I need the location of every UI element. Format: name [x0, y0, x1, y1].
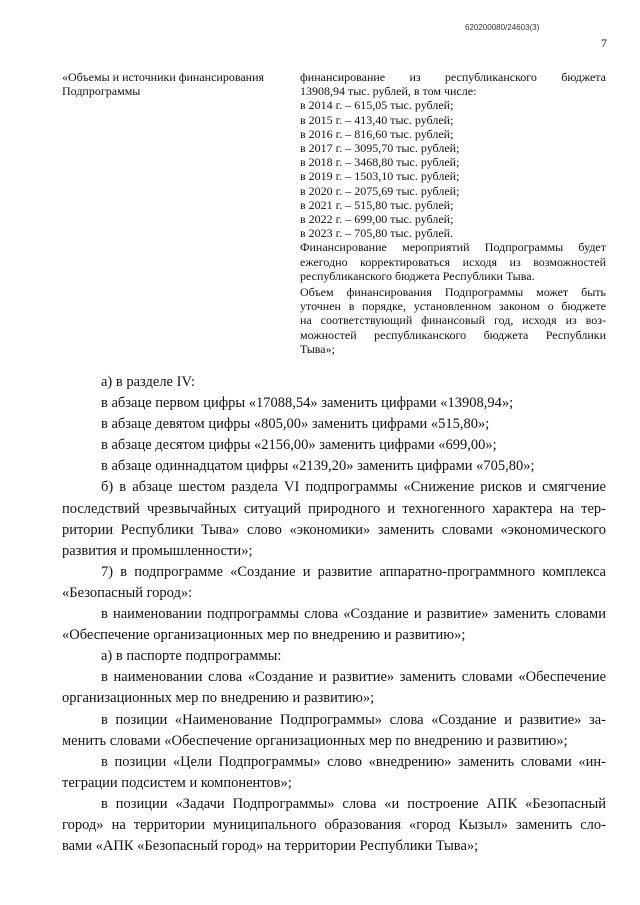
amendment-text: [62, 372, 606, 857]
financing-year-line: в 2019 г. – 1503,10 тыс. рублей;: [300, 169, 460, 184]
text-line: в позиции «Цели Подпрограммы» слово «внедрению» заменить словами «ин-: [101, 753, 606, 770]
text-line: б) в абзаце шестом раздела VI подпрограммы «Снижение рисков и смягчение: [101, 479, 606, 496]
financing-year-line: в 2017 г. – 3095,70 тыс. рублей;: [300, 141, 460, 156]
table-right-cell: [300, 70, 606, 356]
financing-note-line: уточнен в порядке, установленном законом о бюджете: [300, 299, 606, 314]
text-line: «Безопасный город»:: [62, 584, 193, 601]
financing-note-line: республиканского бюджета Республики Тыва.: [300, 268, 535, 283]
financing-note-line: Объем финансирования Подпрограммы может быть: [300, 285, 606, 300]
text-line: в абзаце девятом цифры «805,00» заменить цифрами «515,80»;: [101, 416, 490, 433]
text-line: в абзаце десятом цифры «2156,00» заменить цифрами «699,00»;: [101, 437, 497, 454]
text-line: теграции подсистем и компонентов»;: [62, 774, 292, 791]
text-line: организационных мер по внедрению и развитию»;: [62, 690, 375, 707]
text-line: а) в паспорте подпрограммы:: [101, 648, 282, 665]
financing-note-line: Финансирование мероприятий Подпрограммы будет: [300, 240, 606, 255]
financing-line: финансирование из республиканского бюджета: [300, 70, 606, 84]
financing-year-line: в 2023 г. – 705,80 тыс. рублей.: [300, 226, 454, 241]
text-line: вами «АПК «Безопасный город» на территории Республики Тыва»;: [62, 838, 479, 855]
financing-note-line: Тыва»;: [300, 341, 335, 356]
text-line: а) в разделе IV:: [101, 374, 195, 390]
financing-year-line: в 2022 г. – 699,00 тыс. рублей;: [300, 212, 454, 227]
page-number: 7: [601, 36, 607, 50]
financing-line: 13908,94 тыс. рублей, в том числе:: [300, 84, 477, 99]
document-id: 620200080/24603(3): [465, 23, 540, 32]
text-line: 7) в подпрограмме «Создание и развитие аппаратно-программного комплекса: [101, 563, 606, 580]
financing-year-line: в 2014 г. – 615,05 тыс. рублей;: [300, 98, 454, 113]
text-line: ритории Республики Тыва» слово «экономики» заменить словами «экономического: [62, 521, 606, 538]
text-line: развития и промышленности»;: [62, 542, 253, 559]
financing-year-line: в 2020 г. – 2075,69 тыс. рублей;: [300, 183, 460, 198]
financing-note-line: на соответствующий финансовый год, исходя из воз-: [300, 313, 606, 328]
financing-year-line: в 2018 г. – 3468,80 тыс. рублей;: [300, 155, 460, 170]
text-line: в абзаце первом цифры «17088,54» заменить цифрами «13908,94»;: [101, 395, 514, 412]
financing-year-line: в 2016 г. – 816,60 тыс. рублей;: [300, 126, 454, 141]
text-line: «Обеспечение организационных мер по внедрению и развитию»;: [62, 627, 466, 644]
text-line: город» на территории муниципального образования «город Кызыл» заменить сло-: [62, 816, 606, 833]
text-line: в наименовании подпрограммы слова «Создание и развитие» заменить словами: [101, 606, 606, 623]
financing-note-line: можностей республиканского бюджета Республики: [300, 327, 606, 342]
text-line: в позиции «Наименование Подпрограммы» слова «Создание и развитие» за-: [101, 711, 606, 728]
financing-note-line: ежегодно корректироваться исходя из возможностей: [300, 254, 606, 269]
text-line: в наименовании слова «Создание и развитие» заменить словами «Обеспечение: [101, 669, 606, 686]
financing-year-line: в 2015 г. – 413,40 тыс. рублей;: [300, 112, 454, 127]
table-left-cell: «Объемы и источники финансирования Подпрограммы: [62, 70, 265, 98]
text-line: менить словами «Обеспечение организационных мер по внедрению и развитию»;: [62, 732, 568, 749]
financing-year-line: в 2021 г. – 515,80 тыс. рублей;: [300, 197, 454, 212]
text-line: последствий чрезвычайных ситуаций природного и техногенного характера на тер-: [62, 500, 606, 517]
text-line: в абзаце одиннадцатом цифры «2139,20» заменить цифрами «705,80»;: [101, 458, 535, 475]
text-line: в позиции «Задачи Подпрограммы» слова «и построение АПК «Безопасный: [101, 795, 606, 812]
